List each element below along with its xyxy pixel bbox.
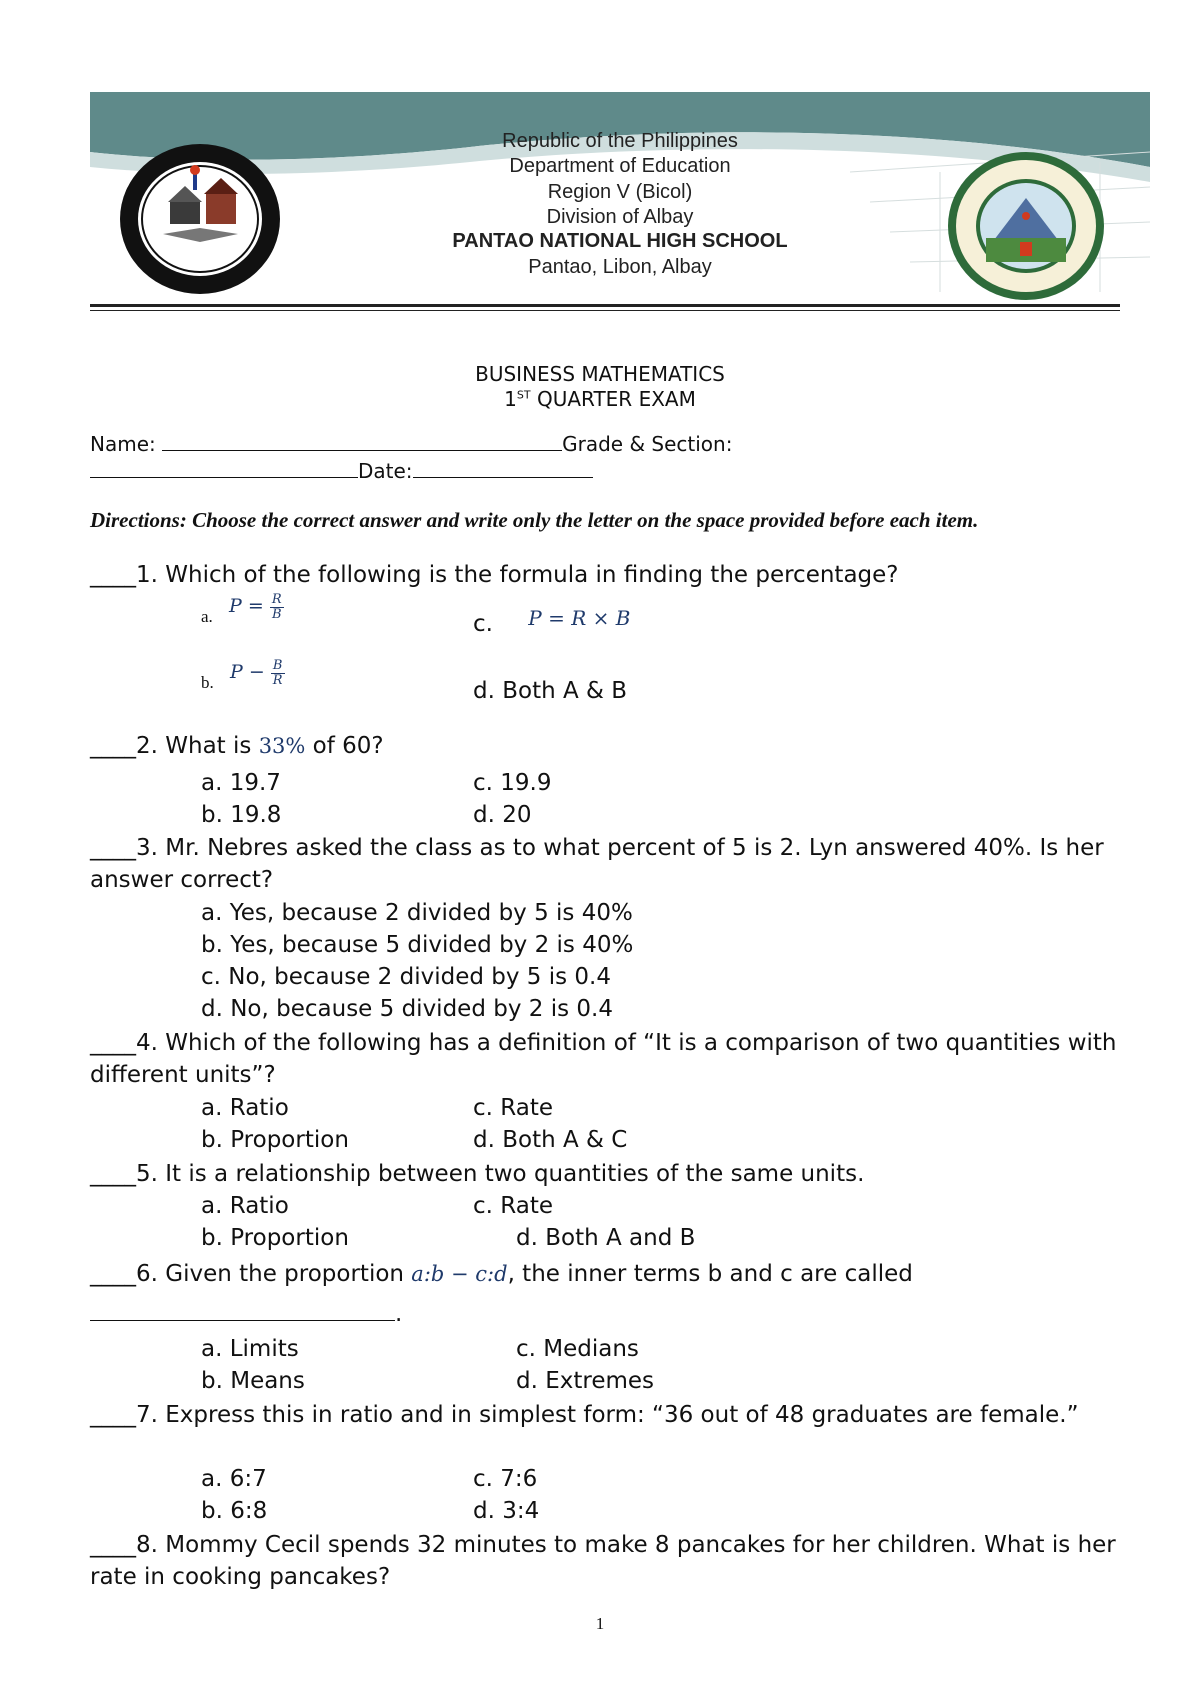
question-4: ____4. Which of the following has a definition of “It is a comparison of two quantities with different units”? [90, 1030, 1117, 1088]
header-division: Division of Albay [546, 206, 694, 228]
exam-subject: BUSINESS MATHEMATICS [475, 362, 725, 386]
header-republic: Republic of the Philippines [502, 130, 738, 152]
date-row [90, 455, 593, 483]
q1-option-b [201, 657, 285, 699]
q2-text-pre: ____2. What is [90, 733, 259, 759]
q1-a-numerator: R [271, 591, 282, 607]
date-blank[interactable] [413, 455, 593, 478]
q1-a-fraction [270, 593, 284, 622]
header-text-block [90, 130, 1150, 290]
q1-b-fraction [271, 659, 285, 688]
q7-option-d: d. 3:4 [473, 1498, 540, 1524]
grade-section-blank[interactable] [90, 455, 358, 478]
q6-option-b: b. Means [201, 1368, 305, 1394]
q1-a-letter: a. [201, 607, 213, 626]
name-blank[interactable] [162, 428, 562, 451]
q4-option-c: c. Rate [473, 1095, 554, 1121]
q6-tail: . [395, 1301, 403, 1327]
q5-option-a: a. Ratio [201, 1193, 289, 1219]
q1-a-formula [229, 591, 284, 622]
q1-b-formula [230, 657, 285, 688]
q1-a-denominator: B [271, 606, 282, 622]
name-grade-row [90, 428, 732, 456]
grade-section-label: Grade & Section: [562, 432, 733, 456]
q2-option-b: b. 19.8 [201, 802, 282, 828]
question-2 [90, 730, 384, 762]
q3-option-a: a. Yes, because 2 divided by 5 is 40% [201, 900, 633, 926]
quarter-label: QUARTER EXAM [536, 387, 696, 411]
q1-b-lhs: P − [230, 661, 265, 683]
date-label: Date: [358, 459, 413, 483]
name-label: Name: [90, 432, 156, 456]
q7-option-b: b. 6:8 [201, 1498, 268, 1524]
q1-option-c [473, 608, 630, 640]
q5-option-c: c. Rate [473, 1193, 554, 1219]
question-8: ____8. Mommy Cecil spends 32 minutes to make 8 pancakes for her children. What is her rate in cooking pancakes? [90, 1532, 1116, 1590]
question-3: ____3. Mr. Nebres asked the class as to what percent of 5 is 2. Lyn answered 40%. Is her answer correct? [90, 835, 1104, 893]
q2-option-a: a. 19.7 [201, 770, 281, 796]
q4-option-d: d. Both A & C [473, 1127, 628, 1153]
directions-text: Directions: Choose the correct answer and write only the letter on the space provided before each item. [90, 508, 979, 532]
q4-option-b: b. Proportion [201, 1127, 349, 1153]
q2-option-c: c. 19.9 [473, 770, 552, 796]
q3-option-c: c. No, because 2 divided by 5 is 0.4 [201, 964, 612, 990]
question-7: ____7. Express this in ratio and in simplest form: “36 out of 48 graduates are female.” [90, 1402, 1079, 1428]
q5-option-d: d. Both A and B [516, 1225, 696, 1251]
header-school-name: PANTAO NATIONAL HIGH SCHOOL [452, 230, 788, 252]
question-6 [90, 1258, 913, 1290]
q6-text-pre: ____6. Given the proportion [90, 1261, 412, 1287]
q6-math: a:b − c:d [411, 1262, 508, 1286]
page-number: 1 [595, 1614, 605, 1633]
q7-option-a: a. 6:7 [201, 1466, 267, 1492]
q3-option-b: b. Yes, because 5 divided by 2 is 40% [201, 932, 634, 958]
q6-option-a: a. Limits [201, 1336, 299, 1362]
q1-c-letter: c. [473, 611, 493, 637]
header-department: Department of Education [509, 155, 731, 177]
q1-b-denominator: R [272, 672, 283, 688]
q4-option-a: a. Ratio [201, 1095, 289, 1121]
q1-a-lhs: P = [229, 595, 264, 617]
q7-option-c: c. 7:6 [473, 1466, 538, 1492]
q1-option-a [201, 591, 284, 633]
header-address: Pantao, Libon, Albay [528, 256, 712, 278]
q1-b-numerator: B [271, 659, 285, 674]
q6-blank[interactable] [90, 1298, 395, 1321]
q2-option-d: d. 20 [473, 802, 532, 828]
q2-math: 33% [258, 734, 306, 758]
q2-text-post: of 60? [305, 733, 384, 759]
q1-option-d: d. Both A & B [473, 678, 628, 704]
header-rule-thin [90, 310, 1120, 311]
q5-option-b: b. Proportion [201, 1225, 349, 1251]
q3-option-d: d. No, because 5 divided by 2 is 0.4 [201, 996, 613, 1022]
exam-quarter [0, 387, 1200, 411]
question-1: ____1. Which of the following is the formula in finding the percentage? [90, 562, 899, 588]
q1-b-letter: b. [201, 673, 214, 692]
header-rule-thick [90, 304, 1120, 307]
quarter-superscript: ST [516, 388, 531, 402]
q6-blank-line [90, 1298, 402, 1330]
header-region: Region V (Bicol) [547, 181, 693, 203]
question-5: ____5. It is a relationship between two quantities of the same units. [90, 1161, 865, 1187]
quarter-number: 1 [504, 387, 517, 411]
q6-option-c: c. Medians [516, 1336, 639, 1362]
q6-option-d: d. Extremes [516, 1368, 655, 1394]
q6-text-post: , the inner terms b and c are called [507, 1261, 913, 1287]
q1-c-formula: P = R × B [528, 606, 631, 630]
